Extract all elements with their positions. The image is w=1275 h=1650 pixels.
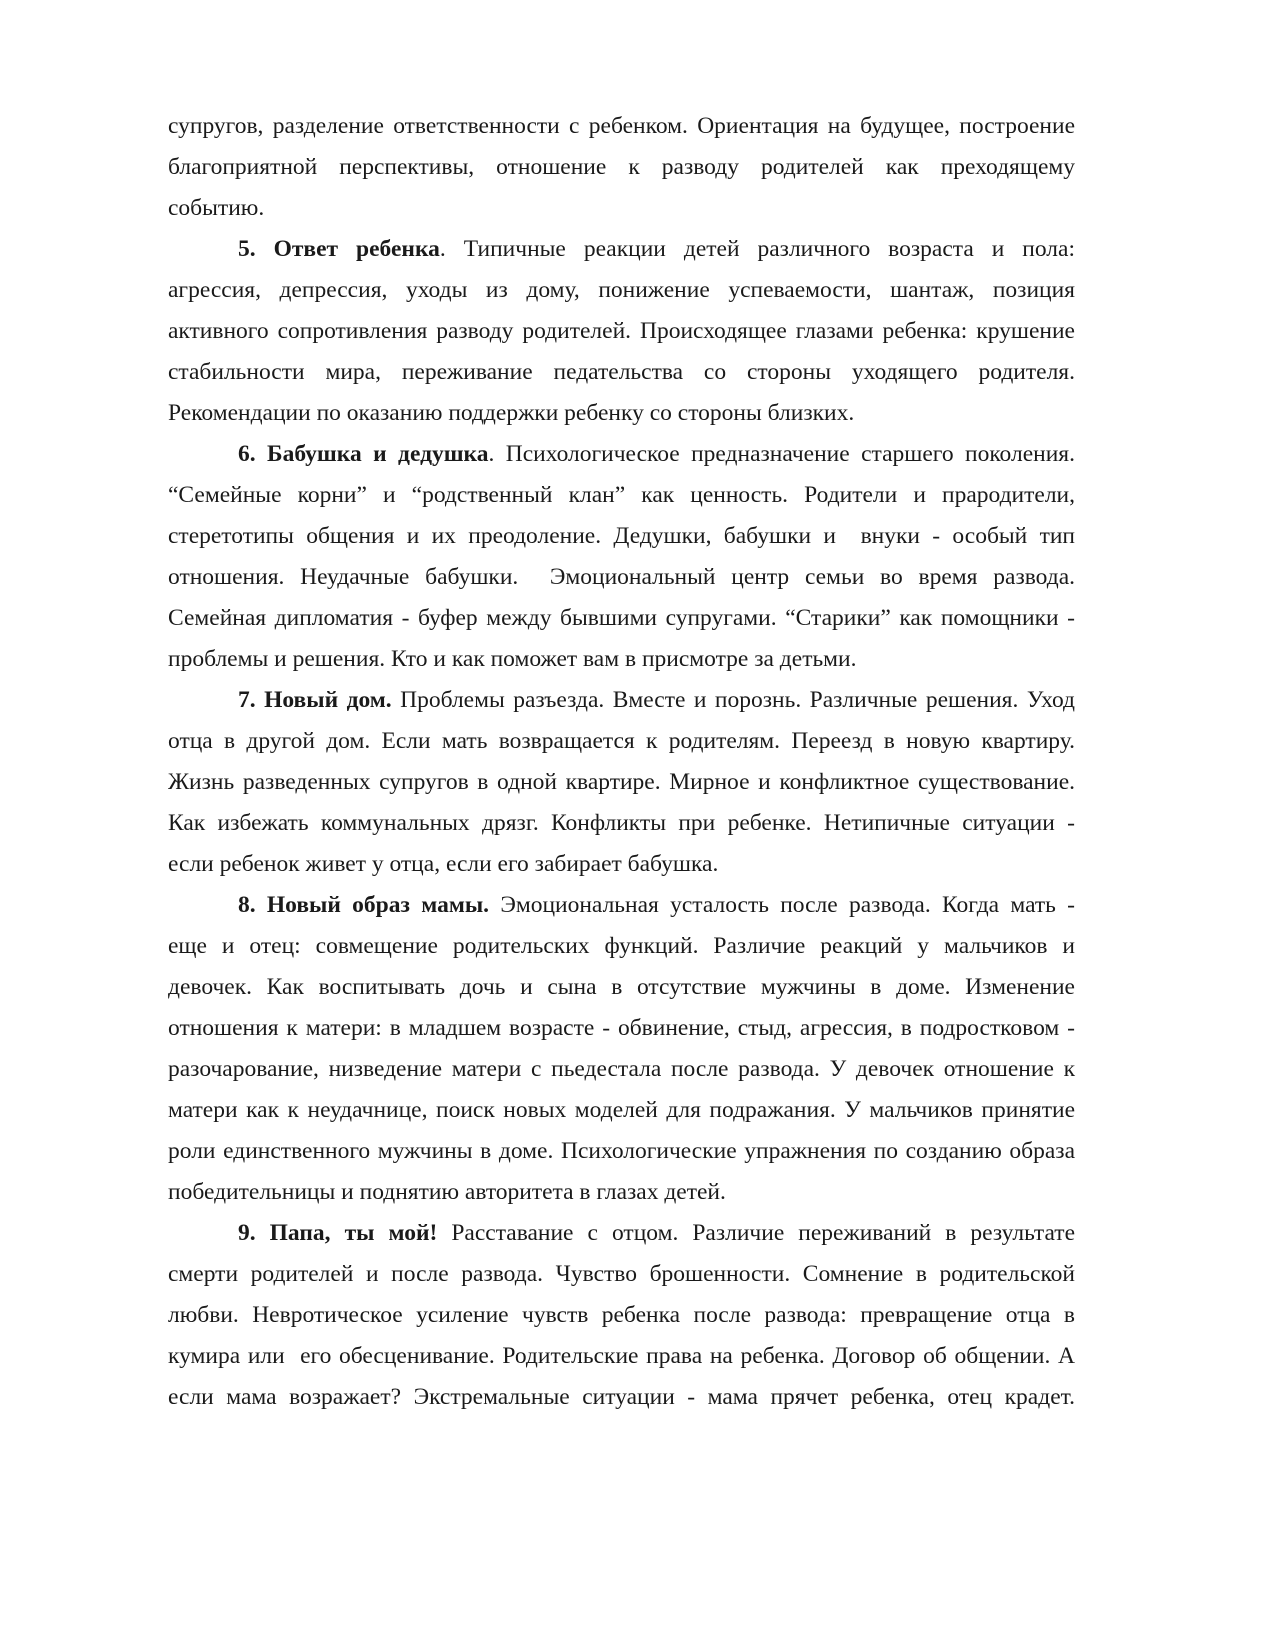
text-line: Рекомендации по оказанию поддержки ребенку со стороны близких. <box>168 400 855 426</box>
document-page <box>168 106 1075 1418</box>
text-line: победительницы и поднятию авторитета в глазах детей. <box>168 1179 726 1205</box>
text-line: Семейная дипломатия - буфер между бывшими супругами. “Старики” как помощники - <box>168 605 1075 631</box>
text-line: проблемы и решения. Кто и как поможет вам в присмотре за детьми. <box>168 646 857 672</box>
section-heading: 9. Папа, ты мой! <box>238 1220 438 1246</box>
line-text: Эмоциональная усталость после развода. Когда мать - <box>489 892 1075 918</box>
text-line: благоприятной перспективы, отношение к разводу родителей как преходящему <box>168 154 1075 180</box>
paragraph-first-line <box>168 229 1075 270</box>
text-line: отношения к матери: в младшем возрасте - обвинение, стыд, агрессия, в подростковом - <box>168 1015 1075 1041</box>
text-line: отношения. Неудачные бабушки. Эмоциональный центр семьи во время развода. <box>168 564 1075 590</box>
paragraph <box>168 229 1075 434</box>
section-heading: 5. Ответ ребенка <box>238 236 440 262</box>
paragraph <box>168 680 1075 885</box>
text-line: Жизнь разведенных супругов в одной квартире. Мирное и конфликтное существование. <box>168 769 1075 795</box>
line-text: . Психологическое предназначение старшего поколения. <box>488 441 1075 467</box>
text-line: если мама возражает? Экстремальные ситуации - мама прячет ребенка, отец крадет. <box>168 1384 1075 1410</box>
paragraph-first-line <box>168 680 1075 721</box>
text-line: девочек. Как воспитывать дочь и сына в отсутствие мужчины в доме. Изменение <box>168 974 1075 1000</box>
line-text: Проблемы разъезда. Вместе и порознь. Различные решения. Уход <box>391 687 1075 713</box>
line-text: . Типичные реакции детей различного возраста и пола: <box>439 236 1075 262</box>
text-line: отца в другой дом. Если мать возвращается к родителям. Переезд в новую квартиру. <box>168 728 1075 754</box>
section-heading: 6. Бабушка и дедушка <box>238 441 489 467</box>
paragraph <box>168 434 1075 680</box>
paragraph <box>168 106 1075 229</box>
text-line: смерти родителей и после развода. Чувство брошенности. Сомнение в родительской <box>168 1261 1075 1287</box>
text-line: матери как к неудачнице, поиск новых моделей для подражания. У мальчиков принятие <box>168 1097 1075 1123</box>
text-line: любви. Невротическое усиление чувств ребенка после развода: превращение отца в <box>168 1302 1075 1328</box>
text-line: агрессия, депрессия, уходы из дому, понижение успеваемости, шантаж, позиция <box>168 277 1075 303</box>
text-line: стабильности мира, переживание педательства со стороны уходящего родителя. <box>168 359 1075 385</box>
paragraph <box>168 1213 1075 1418</box>
section-heading: 8. Новый образ мамы. <box>238 892 490 918</box>
paragraph-first-line <box>168 1213 1075 1254</box>
text-line: активного сопротивления разводу родителей. Происходящее глазами ребенка: крушение <box>168 318 1075 344</box>
text-line: “Семейные корни” и “родственный клан” как ценность. Родители и прародители, <box>168 482 1075 508</box>
text-line: супругов, разделение ответственности с ребенком. Ориентация на будущее, построение <box>168 113 1075 139</box>
text-line: еще и отец: совмещение родительских функций. Различие реакций у мальчиков и <box>168 933 1075 959</box>
text-line: если ребенок живет у отца, если его забирает бабушка. <box>168 851 719 877</box>
paragraph-first-line <box>168 885 1075 926</box>
text-line: событию. <box>168 195 265 221</box>
text-line: разочарование, низведение матери с пьедестала после развода. У девочек отношение к <box>168 1056 1075 1082</box>
text-line: Как избежать коммунальных дрязг. Конфликты при ребенке. Нетипичные ситуации - <box>168 810 1075 836</box>
paragraph <box>168 885 1075 1213</box>
text-line: роли единственного мужчины в доме. Психологические упражнения по созданию образа <box>168 1138 1075 1164</box>
line-text: Расставание с отцом. Различие переживаний в результате <box>437 1220 1075 1246</box>
text-line: кумира или его обесценивание. Родительские права на ребенка. Договор об общении. А <box>168 1343 1075 1369</box>
paragraph-first-line <box>168 434 1075 475</box>
section-heading: 7. Новый дом. <box>238 687 392 713</box>
text-line: стеретотипы общения и их преодоление. Дедушки, бабушки и внуки - особый тип <box>168 523 1075 549</box>
